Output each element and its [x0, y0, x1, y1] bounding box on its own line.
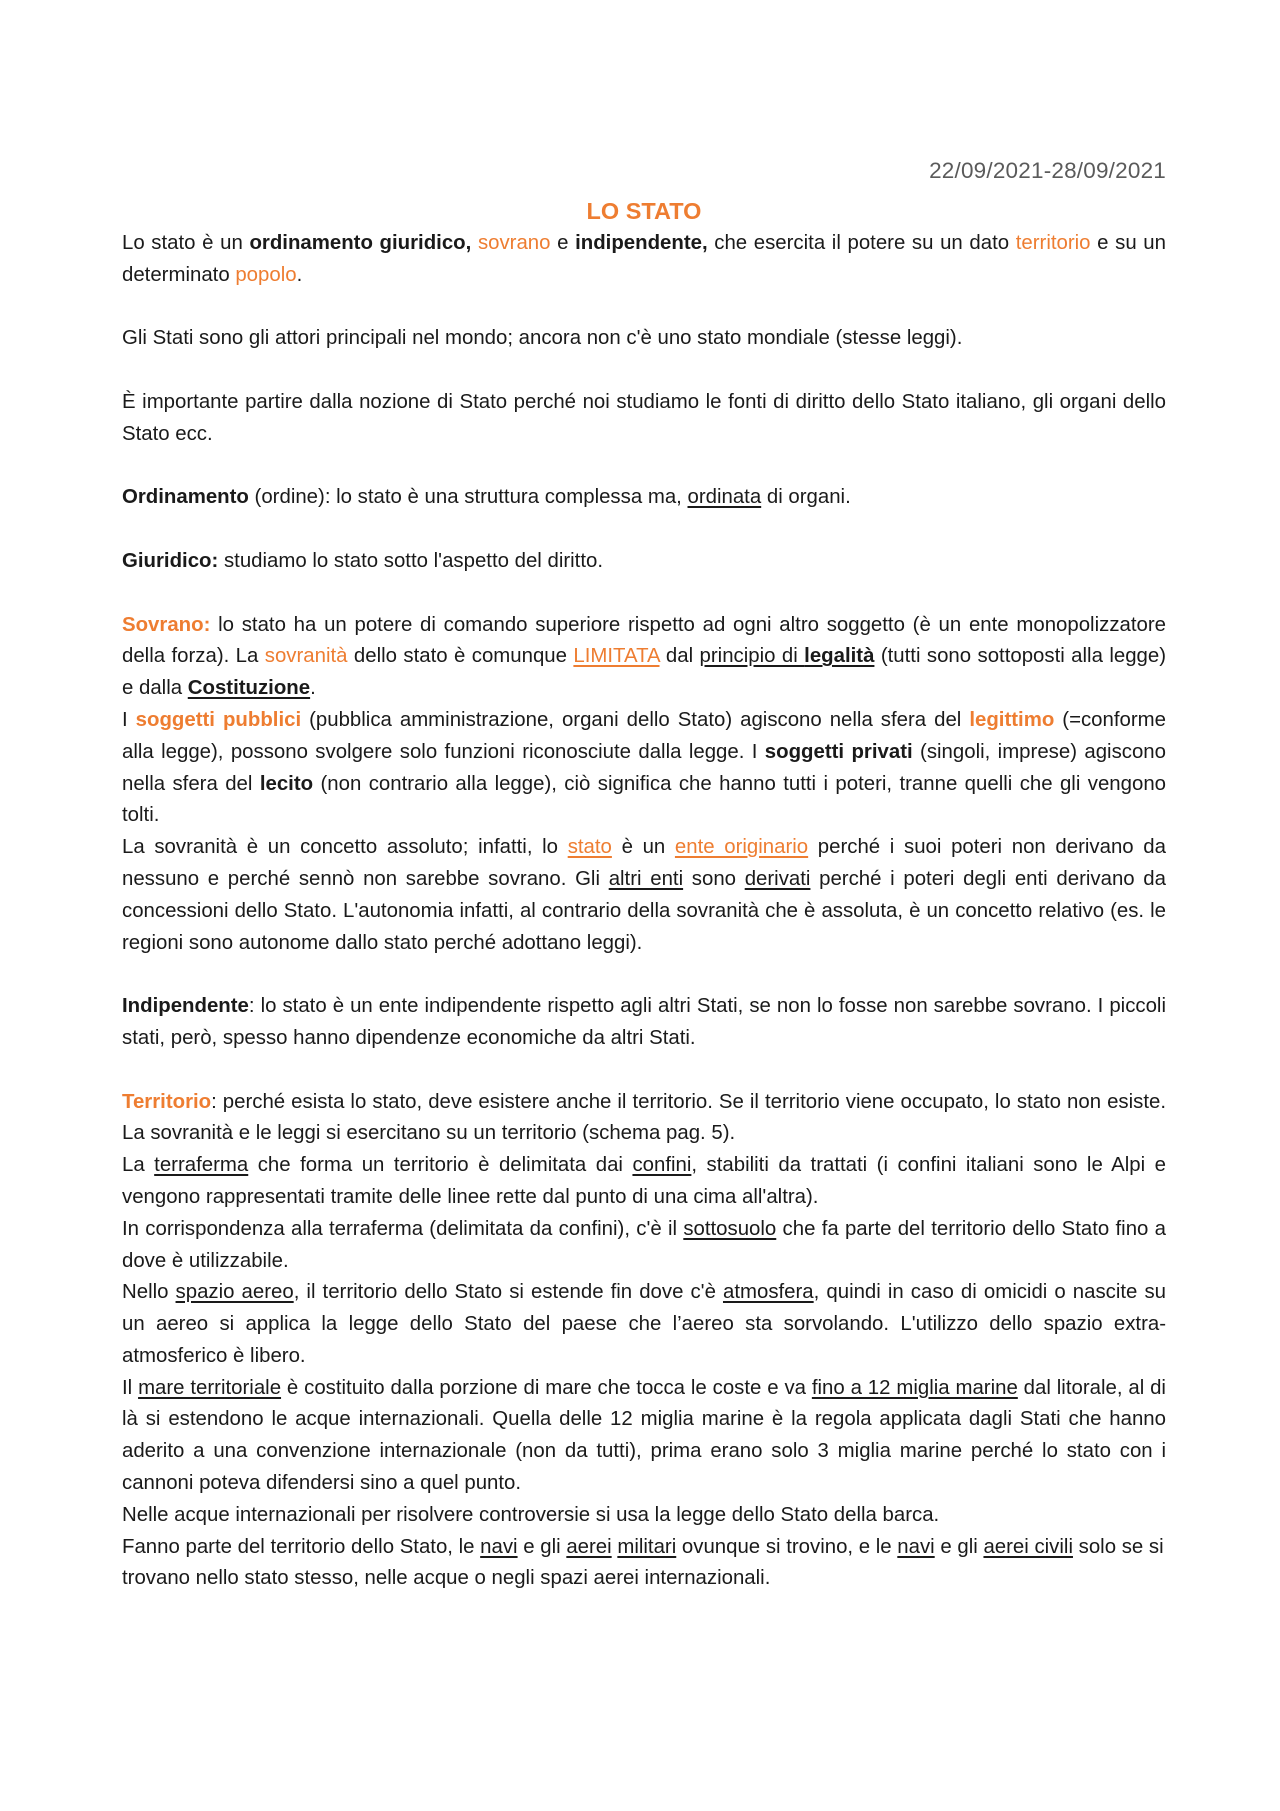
text-run: (=conforme alla legge), possono svolgere solo funzioni riconosciute dalla legge. I	[122, 708, 1166, 763]
text-run: .	[310, 677, 316, 700]
text-run: sovranità	[264, 645, 348, 668]
paragraph	[122, 1373, 1166, 1500]
text-run: perché i poteri degli enti derivano da concessioni dello Stato. L'autonomia infatti, al contrario della sovranità che è assoluta, è un concetto relativo (es. le regioni sono autonome dallo stato perché adottano leggi).	[122, 867, 1166, 954]
text-run: derivati	[744, 867, 811, 890]
text-run: lecito	[259, 772, 314, 795]
text-run: e gli	[934, 1535, 984, 1558]
text-run: sono	[683, 867, 745, 890]
text-run: e	[550, 232, 576, 254]
text-run: territorio	[1015, 232, 1091, 254]
text-run: , stabiliti da trattati (i confini italiani sono le Alpi e vengono rappresentati tramite delle linee rette dal punto di una cima all'altra).	[122, 1154, 1166, 1208]
text-run: Fanno parte del territorio dello Stato, le	[122, 1535, 481, 1558]
text-run: È importante partire dalla nozione di Stato perché noi studiamo le fonti di diritto dello Stato italiano, gli organi dello Stato ecc.	[122, 390, 1166, 445]
text-run: che forma un territorio è delimitata dai	[248, 1154, 633, 1177]
text-run: legalità	[804, 645, 875, 668]
document-title: LO STATO	[586, 198, 702, 224]
text-run: Territorio	[122, 1090, 212, 1113]
text-run: ovunque si trovino, e le	[676, 1535, 898, 1558]
text-run: dello stato è comunque	[347, 645, 574, 668]
text-run: e gli	[517, 1535, 567, 1558]
text-run: LIMITATA	[573, 645, 660, 668]
paragraph	[122, 1277, 1166, 1372]
text-run: navi	[480, 1535, 518, 1558]
document-date: 22/09/2021-28/09/2021	[929, 158, 1166, 183]
text-run: confini	[632, 1154, 692, 1177]
text-run: (singoli, imprese) agiscono nella sfera del	[122, 740, 1166, 795]
text-run: dal	[659, 645, 700, 668]
text-run: ordinamento giuridico	[249, 232, 466, 254]
text-run: soggetti pubblici	[135, 708, 302, 731]
text-run: aerei	[566, 1535, 612, 1558]
text-run: di organi.	[761, 486, 851, 509]
text-run: , quindi in caso di omicidi o nascite su un aereo si applica la legge dello Stato del paese che l’aereo sta sorvolando. L'utilizzo dello spazio extra-atmosferico è libero.	[122, 1281, 1166, 1367]
paragraph	[122, 1150, 1166, 1214]
text-run: legittimo	[969, 708, 1055, 731]
text-run: La	[122, 1154, 155, 1177]
text-run: lo stato ha un potere di comando superiore rispetto ad ogni altro soggetto (è un ente monopolizzatore della forza). La	[122, 613, 1166, 668]
text-run: Nello	[122, 1281, 176, 1304]
text-run: ente originario	[674, 836, 809, 859]
text-run: studiamo lo stato sotto l'aspetto del diritto.	[218, 549, 604, 572]
text-run: Sovrano:	[122, 613, 211, 636]
document-body	[122, 228, 1166, 1595]
text-run: aerei civili	[983, 1535, 1073, 1558]
text-run: sottosuolo	[683, 1217, 777, 1240]
text-run: sovrano	[477, 232, 551, 254]
text-run: mare territoriale	[138, 1376, 282, 1399]
text-run: è un	[611, 836, 675, 859]
paragraph	[122, 1532, 1166, 1596]
paragraph	[122, 610, 1166, 705]
paragraph	[122, 323, 1166, 355]
text-run: dal litorale, al di là si estendono le acque internazionali. Quella delle 12 miglia marine è la regola applicata dagli Stati che hanno aderito a una convenzione internazionale (non da tutti), prima erano solo 3 miglia marine perché lo stato con i cannoni poteva difendersi sino a quel punto.	[122, 1376, 1166, 1495]
text-run: soggetti privati	[764, 740, 913, 763]
text-run: navi	[897, 1535, 935, 1558]
text-run: ordinata	[687, 486, 762, 509]
text-run: I	[122, 708, 136, 731]
paragraph	[122, 228, 1166, 292]
paragraph	[122, 705, 1166, 832]
paragraph	[122, 1214, 1166, 1278]
text-run: In corrispondenza alla terraferma (delimitata da confini), c'è il	[122, 1217, 684, 1240]
text-run: (pubblica amministrazione, organi dello Stato) agiscono nella sfera del	[301, 708, 970, 731]
text-run: e su un determinato	[122, 232, 1166, 286]
text-run: atmosfera	[722, 1281, 814, 1304]
text-run: principio di	[699, 645, 805, 668]
paragraph	[122, 1500, 1166, 1532]
text-run: Lo stato è un	[122, 232, 250, 254]
text-run: (tutti sono sottoposti alla legge) e dalla	[122, 645, 1167, 700]
text-run: altri enti	[608, 867, 684, 890]
text-run: (non contrario alla legge), ciò significa che hanno tutti i poteri, tranne quelli che gli vengono tolti.	[122, 772, 1166, 827]
text-run: militari	[617, 1535, 677, 1558]
text-run: ,	[465, 232, 478, 254]
text-run: stato	[567, 836, 612, 859]
text-run: ,	[701, 232, 715, 254]
paragraph	[122, 482, 1166, 514]
text-run: La sovranità è un concetto assoluto; infatti, lo	[122, 836, 568, 859]
text-run: popolo	[235, 263, 297, 286]
text-run: Gli Stati sono gli attori principali nel mondo; ancora non c'è uno stato mondiale (stesse leggi).	[122, 327, 963, 350]
paragraph	[122, 387, 1166, 451]
text-run: .	[296, 263, 303, 286]
paragraph	[122, 991, 1166, 1055]
text-run: spazio aereo	[175, 1281, 294, 1304]
text-run: Giuridico:	[122, 549, 219, 572]
text-run: Nelle acque internazionali per risolvere controversie si usa la legge dello Stato della barca.	[122, 1503, 940, 1526]
text-run: solo se si trovano nello stato stesso, nelle acque o negli spazi aerei internazionali.	[122, 1535, 1164, 1590]
text-run: : lo stato è un ente indipendente rispetto agli altri Stati, se non lo fosse non sarebbe sovrano. I piccoli stati, però, spesso hanno dipendenze economiche da altri Stati.	[122, 995, 1166, 1049]
text-run: fino a 12 miglia marine	[811, 1376, 1018, 1399]
text-run: che fa parte del territorio dello Stato fino a dove è utilizzabile.	[122, 1217, 1166, 1272]
paragraph	[122, 546, 1166, 578]
text-run: terraferma	[154, 1154, 249, 1177]
text-run: Costituzione	[187, 677, 311, 700]
text-run: , il territorio dello Stato si estende fin dove c'è	[293, 1281, 723, 1304]
text-run: : perché esista lo stato, deve esistere anche il territorio. Se il territorio viene occupato, lo stato non esiste. La sovranità e le leggi si esercitano su un territorio (schema pag. 5).	[122, 1090, 1166, 1145]
text-run: Ordinamento	[122, 486, 249, 509]
paragraph	[122, 832, 1166, 959]
text-run: è costituito dalla porzione di mare che tocca le coste e va	[281, 1376, 812, 1399]
text-run: indipendente	[575, 232, 702, 254]
text-run: (ordine): lo stato è una struttura complessa ma,	[248, 486, 688, 509]
paragraph	[122, 1087, 1166, 1151]
text-run: Indipendente	[122, 995, 249, 1018]
text-run: perché i suoi poteri non derivano da nessuno e perché sennò non sarebbe sovrano. Gli	[122, 836, 1166, 890]
text-run: che esercita il potere su un dato	[714, 232, 1016, 254]
text-run: Il	[122, 1376, 139, 1399]
